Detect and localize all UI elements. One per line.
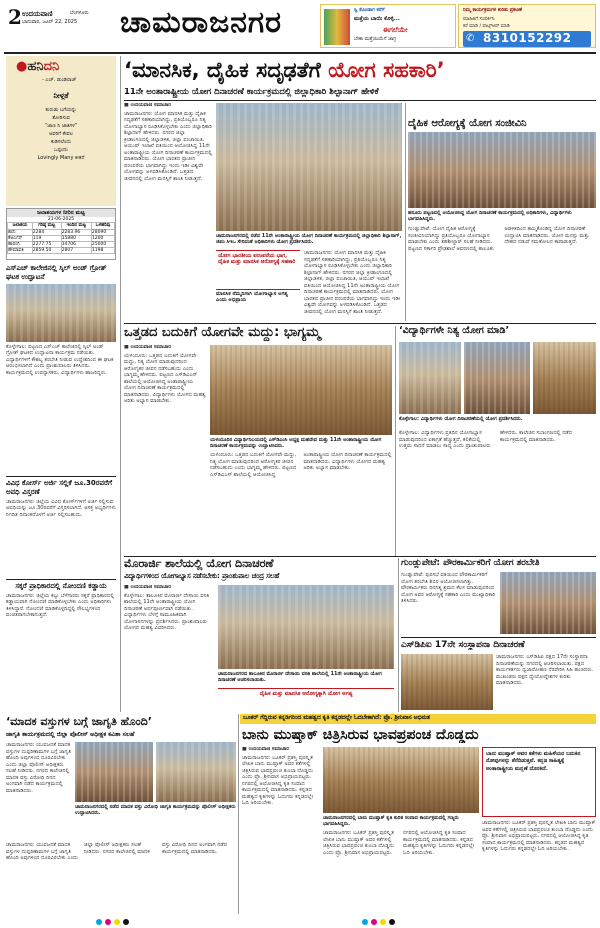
drugs-photo-1 [75, 742, 153, 802]
right-top-body: ಗುಂಡ್ಲುಪೇಟೆ: ಯೋಗ ದೈಹಿಕ ಆರೋಗ್ಯಕ್ಕೆ ಸಂಜೀವಿನಿಯಾಗಿದ್ದು ಪ್ರತಿಯೊಬ್ಬರೂ ಯೋಗಾಭ್ಯಾಸ ಮಾಡಬೇಕು ಎಂದು ತಹಶೀಲ್ದಾರ್ ಸಲಹೆ ನೀಡಿದರು. ಪಟ್ಟಣದ ಸರ್ಕಾರಿ ಪ್ರೌಢಶಾಲೆ ಆವರಣದಲ್ಲಿ ತಾಲೂಕು ಆಡಳಿತದಿಂದ ಹಮ್ಮಿಕೊಂಡಿದ್ದ ಯೋಗ ದಿನಾಚರಣೆ ಉದ್ಘಾಟಿಸಿ ಮಾತನಾಡಿದರು. ಯೋಗ ಮನಸ್ಸು ಮತ್ತು ದೇಹದ ನಡುವೆ ಸಮತೋಲನ ಕಾಪಾಡುತ್ತದೆ. [408, 226, 590, 252]
story-body: ಚಾಮರಾಜನಗರ: ಜಿಲ್ಲೆಯ ಕಬ್ಬು ಬೆಳೆಗಾರರು ಸಕ್ಕರೆ ಪ್ರಾಧಿಕಾರದಲ್ಲಿ ಕಡ್ಡಾಯವಾಗಿ ನೋಂದಣಿ ಮಾಡಿಕೊಳ್ಳಬೇಕು ಎಂದು ಅಧಿಕಾರಿಗಳು ತಿಳಿಸಿದ್ದಾರೆ. ನೋಂದಣಿ ಮಾಡಿಕೊಳ್ಳದಿದ್ದಲ್ಲಿ ಸೌಲಭ್ಯಗಳಿಂದ ವಂಚಿತರಾಗಬೇಕಾಗುತ್ತದೆ. [6, 592, 115, 619]
ad1-line4: ಬೇಕಾ ಮತ್ತೆಯಿಯೆಗೆ ಜಾಗ್ರ [354, 36, 397, 42]
banu-kicker: ಬೂಕರ್ ಗೆದ್ದಿರುವ ಕನ್ನಡಿಗರಿಂದ ಮಹತ್ವದ ಕೃತಿ ಕನ್ನಡದಲ್ಲೇ ಓದಬೇಕಾಗಿದೆ: ಪ್ರೊ. ಶ್ರೀನಿವಾಸ ಅಭಿಮತ [240, 714, 596, 724]
page-number: 2 [8, 5, 22, 29]
honey-voice-box [6, 56, 116, 206]
ad2-line2: ಮಾಹಿತಿಗೆ ಸಂಪರ್ಕಿಸಿ [463, 17, 495, 22]
mid-right-caption: ಕೊಳ್ಳೇಗಾಲ: ವಿದ್ಯಾರ್ಥಿಗಳು ಯೋಗ ದಿನಾಚರಣೆಯಲ್ಲಿ ಯೋಗ ಪ್ರದರ್ಶಿಸಿದರು. [399, 416, 523, 422]
morarji-body-a: ■ ಉದಯವಾಣಿ ಸಮಾಚಾರ ಕೊಳ್ಳೇಗಾಲ: ತಾಲೂಕಿನ ಮೊರಾರ್ಜಿ ದೇಸಾಯಿ ವಸತಿ ಶಾಲೆಯಲ್ಲಿ 11ನೇ ಅಂತಾರಾಷ್ಟ್ರೀಯ ಯೋಗ ದಿನಾಚರಣೆ ಅರ್ಥಪೂರ್ಣವಾಗಿ ನಡೆಯಿತು. ವಿದ್ಯಾರ್ಥಿಗಳು ಬೆಳಗ್ಗೆ ಸಾಮೂಹಿಕವಾಗಿ ಯೋಗಾಸನಗಳನ್ನು ಪ್ರದರ್ಶಿಸಿದರು. ಪ್ರಾಂಶುಪಾಲರು ಯೋಗದ ಮಹತ್ವ ವಿವರಿಸಿದರು. [124, 585, 214, 711]
lead-subhead: 11ನೇ ಅಂತಾರಾಷ್ಟ್ರೀಯ ಯೋಗ ದಿನಾಚರಣೆ ಕಾರ್ಯಕ್ರಮದಲ್ಲಿ ಜಿಲ್ಲಾಧಿಕಾರಿ ಶಿಲ್ಪಾನಾಗ್ ಹೇಳಿಕೆ [124, 88, 379, 97]
reservoir-table [6, 208, 116, 260]
gundlupet-body: ಗುಂಡ್ಲುಪೇಟೆ: ಪುರಸಭೆ ವತಿಯಿಂದ ಪೌರಕಾರ್ಮಿಕರಿಗೆ ಯೋಗ ತರಬೇತಿ ಶಿಬಿರ ಆಯೋಜಿಸಲಾಗಿತ್ತು. ಪೌರಕಾರ್ಮಿಕರು ದಿನನಿತ್ಯ ಶ್ರಮದ ಕೆಲಸ ಮಾಡುವುದರಿಂದ ಯೋಗ ಅವರ ಆರೋಗ್ಯಕ್ಕೆ ಸಹಕಾರಿ ಎಂದು ಮುಖ್ಯಾಧಿಕಾರಿ ತಿಳಿಸಿದರು. [401, 572, 496, 604]
mid-left-body-b: ಯಳಂದೂರು: ಒತ್ತಡದ ಬದುಕಿಗೆ ಯೋಗವೇ ಮದ್ದು, ನಿತ್ಯ ಯೋಗ ಮಾಡುವುದರಿಂದ ಆರೋಗ್ಯಕರ ಜೀವನ ನಡೆಸಬಹುದು ಎಂದು ಭಾಗ್ಯಮ್ಮ ಹೇಳಿದರು. ಪಟ್ಟಣದ ಎಸ್‌ಡಿವಿಎಸ್ ಶಾಲೆಯಲ್ಲಿ ಆಯೋಜಿಸಿದ್ದ ಅಂತಾರಾಷ್ಟ್ರೀಯ ಯೋಗ ದಿನಾಚರಣೆ ಕಾರ್ಯಕ್ರಮದಲ್ಲಿ ಮಾತನಾಡಿದರು. ವಿದ್ಯಾರ್ಥಿಗಳು ಯೋಗದ ಮಹತ್ವ ಅರಿತು ಅಭ್ಯಾಸ ಮಾಡಬೇಕು. [210, 452, 392, 478]
lead-headline: ‘ಮಾನಸಿಕ, ದೈಹಿಕ ಸದೃಢತೆಗೆ ಯೋಗ ಸಹಕಾರಿ’ [124, 58, 445, 82]
book-icon [324, 9, 350, 45]
registration-marks-right [362, 919, 395, 925]
column-logo: ●ಹನಿದನಿ [16, 59, 60, 74]
column-author: - ಎಚ್. ಡುಂಡಿರಾಜ್ [42, 77, 77, 83]
morarji-body: ಕೊಳ್ಳೇಗಾಲ: ತಾಲೂಕಿನ ಮೊರಾರ್ಜಿ ದೇಸಾಯಿ ವಸತಿ ಶಾಲೆಯಲ್ಲಿ 11ನೇ ಅಂತಾರಾಷ್ಟ್ರೀಯ ಯೋಗ ದಿನಾಚರಣೆ ಅರ್ಥಪೂರ್ಣವಾಗಿ ನಡೆಯಿತು. ವಿದ್ಯಾರ್ಥಿಗಳು ಬೆಳಗ್ಗೆ ಸಾಮೂಹಿಕವಾಗಿ ಯೋಗಾಸನಗಳನ್ನು ಪ್ರದರ್ಶಿಸಿದರು. ಪ್ರಾಂಶುಪಾಲರು ಯೋಗದ ಮಹತ್ವ ವಿವರಿಸಿದರು. [124, 592, 210, 632]
morarji-caption: ಚಾಮರಾಜನಗರದ ತಾಲೂಕಿನ ಮೊರಾರ್ಜಿ ದೇಸಾಯಿ ವಸತಿ ಶಾಲೆಯಲ್ಲಿ 11ನೇ ಅಂತಾರಾಷ್ಟ್ರೀಯ ಯೋಗ ದಿನಾಚರಣೆ ಆಚರಿಸಲಾಯಿತು. [218, 671, 382, 683]
ad1-line3: ಈಗಲೆಯೇ [383, 26, 408, 34]
sdpi-body: ಚಾಮರಾಜನಗರ: ಎಸ್‌ಡಿಪಿಐ ಪಕ್ಷದ 17ನೇ ಸಂಸ್ಥಾಪನಾ ದಿನಾಚರಣೆಯನ್ನು ನಗರದಲ್ಲಿ ಆಚರಿಸಲಾಯಿತು. ಪಕ್ಷದ ಕಾರ್ಯಕರ್ತರು ಧ್ವಜಾರೋಹಣ ನೆರವೇರಿಸಿ ಸಿಹಿ ಹಂಚಿದರು. ಮುಖಂಡರು ಪಕ್ಷದ ಧ್ಯೇಯೋದ್ದೇಶಗಳ ಕುರಿತು ಮಾತನಾಡಿದರು. [496, 654, 594, 686]
lead-body-col3: ಚಾಮರಾಜನಗರ: ಯೋಗ ಮಾನಸಿಕ ಮತ್ತು ದೈಹಿಕ ಸದೃಢತೆಗೆ ಸಹಕಾರಿಯಾಗಿದ್ದು, ಪ್ರತಿಯೊಬ್ಬರೂ ನಿತ್ಯ ಯೋಗಾಭ್ಯಾಸ ರೂಢಿಸಿಕೊಳ್ಳಬೇಕು ಎಂದು ಜಿಲ್ಲಾಧಿಕಾರಿ ಶಿಲ್ಪಾನಾಗ್ ಹೇಳಿದರು. ನಗರದ ಜಿಲ್ಲಾ ಕ್ರೀಡಾಂಗಣದಲ್ಲಿ ಜಿಲ್ಲಾಡಳಿತ, ಜಿಲ್ಲಾ ಪಂಚಾಯಿತಿ, ಆಯುಷ್ ಇಲಾಖೆ ವತಿಯಿಂದ ಆಯೋಜಿಸಿದ್ದ 11ನೇ ಅಂತಾರಾಷ್ಟ್ರೀಯ ಯೋಗ ದಿನಾಚರಣೆ ಕಾರ್ಯಕ್ರಮದಲ್ಲಿ ಮಾತನಾಡಿದರು. ಯೋಗ ಭಾರತದ ಪ್ರಾಚೀನ ಪರಂಪರೆಯ ಭಾಗವಾಗಿದ್ದು ಇಂದು ಇಡೀ ವಿಶ್ವವೇ ಯೋಗವನ್ನು ಅಳವಡಿಸಿಕೊಂಡಿದೆ. ಒತ್ತಡದ ಜೀವನದಲ್ಲಿ ಯೋಗ ಮನಸ್ಸಿಗೆ ಶಾಂತಿ ನೀಡುತ್ತದೆ. [304, 250, 401, 315]
lead-pullquote-2: ಮಾನಸಿಕ ನೆಮ್ಮದಿಗಾಗಿ ಯೋಗಾಭ್ಯಾಸ ಅಗತ್ಯ ಎಂದು ಅಭಿಪ್ರಾಯ [216, 291, 288, 303]
ad2-phone-number: 8310152292 [483, 31, 572, 45]
drugs-caption: ಚಾಮರಾಜನಗರದಲ್ಲಿ ನಡೆದ ಮಾದಕ ವಸ್ತು ವಿರೋಧಿ ಜಾಗೃತಿ ಕಾರ್ಯಕ್ರಮವನ್ನು ಪೊಲೀಸ್ ಅಧೀಕ್ಷಕರು ಉದ್ಘಾಟಿಸಿದರು. [75, 804, 236, 816]
morarji-subhead: ವಿದ್ಯಾರ್ಥಿಗಳಿಂದ ಯೋಗಾಭ್ಯಾಸ ನಡೆಸಬೇಕು: ಪ್ರಾಂಶುಪಾಲ ಚಂದ್ರ ಸಲಹೆ [124, 573, 280, 580]
right-top-headline: ದೈಹಿಕ ಆರೋಗ್ಯಕ್ಕೆ ಯೋಗ ಸಂಜೀವಿನಿ [408, 118, 527, 129]
morarji-photo [218, 585, 394, 669]
mid-left-headline: ಒತ್ತಡದ ಬದುಕಿಗೆ ಯೋಗವೇ ಮದ್ದು: ಭಾಗ್ಯಮ್ಮ [124, 326, 321, 340]
mid-right-headline: ‘ವಿದ್ಯಾರ್ಥಿಗಳೇ ನಿತ್ಯ ಯೋಗ ಮಾಡಿ’ [399, 326, 510, 336]
lead-pullquote: ಯೋಗ ಭಾರತೀಯ ಪರಂಪರೆಯ ಭಾಗ, ದೈಹಿಕ ಮತ್ತು ಮಾನಸಿಕ ಆರೋಗ್ಯಕ್ಕೆ ಸಹಕಾರಿ [216, 250, 300, 290]
top-ad-right [458, 4, 596, 48]
story-skill-unit [6, 264, 116, 474]
story-body: ಚಾಮರಾಜನಗರ: ಜಿಲ್ಲೆಯ ವಿವಿಧ ಕೋರ್ಸ್‌ಗಳಿಗೆ ಅರ್ಜಿ ಸಲ್ಲಿಸುವ ಅವಧಿಯನ್ನು ಜೂ.30ರವರೆಗೆ ವಿಸ್ತರಿಸಲಾಗಿದೆ. ಆಸಕ್ತ ಅಭ್ಯರ್ಥಿಗಳು ನಿಗದಿತ ದಿನಾಂಕದೊಳಗೆ ಅರ್ಜಿ ಸಲ್ಲಿಸಬಹುದು. [6, 498, 116, 518]
banu-headline: ಬಾನು ಮುಷ್ತಾಕ್ ಚಿತ್ರಿಸಿರುವ ಭಾವಪ್ರಪಂಚ ದೊಡ್ಡದು [242, 727, 479, 743]
story-body: ಕೊಳ್ಳೇಗಾಲ: ಪಟ್ಟಣದ ಎಸ್‌ಎಚ್ ಕಾಲೇಜಿನಲ್ಲಿ ಸ್ಕಿಲ್ ಅಂಡ್ ಗ್ರೋತ್ ಘಟಕದ ಉದ್ಘಾಟನಾ ಕಾರ್ಯಕ್ರಮ ನಡೆಯಿತು. ವಿದ್ಯಾರ್ಥಿಗಳಿಗೆ ಕೌಶಲ್ಯ ತರಬೇತಿ ನೀಡುವ ಉದ್ದೇಶದಿಂದ ಈ ಘಟಕ ಆರಂಭಿಸಲಾಗಿದೆ ಎಂದು ಪ್ರಾಂಶುಪಾಲರು ತಿಳಿಸಿದರು. ಕಾರ್ಯಕ್ರಮದಲ್ಲಿ ಉಪನ್ಯಾಸಕರು, ವಿದ್ಯಾರ್ಥಿಗಳು ಹಾಜರಿದ್ದರು. [6, 343, 114, 376]
story-photo [6, 284, 116, 342]
edition-label: ಬೆಂಗಳೂರು [70, 10, 89, 16]
morarji-pullquote: ದೈಹಿಕ ಮತ್ತು ಮಾನಸಿಕ ಆರೋಗ್ಯಕ್ಕಾಗಿ ಯೋಗ ಅಗತ್ಯ [218, 688, 394, 710]
lead-body: ಚಾಮರಾಜನಗರ: ಯೋಗ ಮಾನಸಿಕ ಮತ್ತು ದೈಹಿಕ ಸದೃಢತೆಗೆ ಸಹಕಾರಿಯಾಗಿದ್ದು, ಪ್ರತಿಯೊಬ್ಬರೂ ನಿತ್ಯ ಯೋಗಾಭ್ಯಾಸ ರೂಢಿಸಿಕೊಳ್ಳಬೇಕು ಎಂದು ಜಿಲ್ಲಾಧಿಕಾರಿ ಶಿಲ್ಪಾನಾಗ್ ಹೇಳಿದರು. ನಗರದ ಜಿಲ್ಲಾ ಕ್ರೀಡಾಂಗಣದಲ್ಲಿ ಜಿಲ್ಲಾಡಳಿತ, ಜಿಲ್ಲಾ ಪಂಚಾಯಿತಿ, ಆಯುಷ್ ಇಲಾಖೆ ವತಿಯಿಂದ ಆಯೋಜಿಸಿದ್ದ 11ನೇ ಅಂತಾರಾಷ್ಟ್ರೀಯ ಯೋಗ ದಿನಾಚರಣೆ ಕಾರ್ಯಕ್ರಮದಲ್ಲಿ ಮಾತನಾಡಿದರು. ಯೋಗ ಭಾರತದ ಪ್ರಾಚೀನ ಪರಂಪರೆಯ ಭಾಗವಾಗಿದ್ದು ಇಂದು ಇಡೀ ವಿಶ್ವವೇ ಯೋಗವನ್ನು ಅಳವಡಿಸಿಕೊಂಡಿದೆ. ಒತ್ತಡದ ಜೀವನದಲ್ಲಿ ಯೋಗ ಮನಸ್ಸಿಗೆ ಶಾಂತಿ ನೀಡುತ್ತದೆ. [124, 110, 212, 182]
morarji-headline: ಮೊರಾರ್ಜಿ ಶಾಲೆಯಲ್ಲಿ ಯೋಗ ದಿನಾಚರಣೆ [124, 558, 274, 570]
banu-body-b: ಚಾಮರಾಜನಗರ: ಬೂಕರ್ ಪ್ರಶಸ್ತಿ ಪುರಸ್ಕೃತ ಲೇಖಕಿ ಬಾನು ಮುಷ್ತಾಕ್ ಅವರ ಕತೆಗಳಲ್ಲಿ ಚಿತ್ರಿಸಿರುವ ಭಾವಪ್ರಪಂಚ ತುಂಬಾ ದೊಡ್ಡದು ಎಂದು ಪ್ರೊ. ಶ್ರೀನಿವಾಸ ಅಭಿಪ್ರಾಯಪಟ್ಟರು. ನಗರದಲ್ಲಿ ಆಯೋಜಿಸಿದ್ದ ಕೃತಿ ಸಂವಾದ ಕಾರ್ಯಕ್ರಮದಲ್ಲಿ ಮಾತನಾಡಿದರು. ಕನ್ನಡದ ಮಹತ್ವದ ಕೃತಿಗಳನ್ನು ಓದುಗರು ಕನ್ನಡದಲ್ಲೇ ಓದಿ ಅರಿಯಬೇಕು. [323, 830, 475, 856]
story-headline: ಎಸ್‌ಎಚ್ ಕಾಲೇಜಿನಲ್ಲಿ ಸ್ಕಿಲ್ ಅಂಡ್ ಗ್ರೋತ್ ಘಟಕ ಉದ್ಘಾಟನೆ [6, 264, 107, 281]
drugs-body-b: ಚಾಮರಾಜನಗರ: ಯುವಜನತೆ ಮಾದಕ ವಸ್ತುಗಳ ದುಷ್ಪರಿಣಾಮಗಳ ಬಗ್ಗೆ ಜಾಗೃತಿ ಹೊಂದಿ ಅವುಗಳಿಂದ ದೂರವಿರಬೇಕು ಎಂದು ಜಿಲ್ಲಾ ಪೊಲೀಸ್ ಅಧೀಕ್ಷಕರು ಸಲಹೆ ನೀಡಿದರು. ನಗರದ ಕಾಲೇಜಿನಲ್ಲಿ ಮಾದಕ ವಸ್ತು ವಿರೋಧಿ ದಿನದ ಅಂಗವಾಗಿ ನಡೆದ ಕಾರ್ಯಕ್ರಮದಲ್ಲಿ ಮಾತನಾಡಿದರು. [6, 842, 228, 861]
sdpi-headline: ಎಸ್‌ಡಿಪಿಐ 17ನೇ ಸಂಸ್ಥಾಪನಾ ದಿನಾಚರಣೆ [401, 640, 525, 650]
ad2-phone-label: ಕರೆ ಮಾಡಿ / ವಾಟ್ಸ್ಆಪ್ ಮಾಡಿ [463, 24, 510, 29]
sdpi-photo [401, 654, 493, 710]
banu-boxed-quote: ಬಾನು ಮುಷ್ತಾಕ್ ಅವರ ಕತೆಗಳು ಮಹಿಳೆಯರ ಬದುಕಿನ ನೋವುಗಳನ್ನು ತೆರೆದಿಡುತ್ತವೆ. ಕನ್ನಡ ಸಾಹಿತ್ಯಕ್ಕೆ ಅಂತಾರಾಷ್ಟ್ರೀಯ ಮನ್ನಣೆ ದೊರಕಿದೆ. [482, 747, 596, 817]
drugs-body-a: ಚಾಮರಾಜನಗರ: ಯುವಜನತೆ ಮಾದಕ ವಸ್ತುಗಳ ದುಷ್ಪರಿಣಾಮಗಳ ಬಗ್ಗೆ ಜಾಗೃತಿ ಹೊಂದಿ ಅವುಗಳಿಂದ ದೂರವಿರಬೇಕು ಎಂದು ಜಿಲ್ಲಾ ಪೊಲೀಸ್ ಅಧೀಕ್ಷಕರು ಸಲಹೆ ನೀಡಿದರು. ನಗರದ ಕಾಲೇಜಿನಲ್ಲಿ ಮಾದಕ ವಸ್ತು ವಿರೋಧಿ ದಿನದ ಅಂಗವಾಗಿ ನಡೆದ ಕಾರ್ಯಕ್ರಮದಲ್ಲಿ ಮಾತನಾಡಿದರು. [6, 742, 72, 794]
ad2-line1: ನಿಮ್ಮ ಕಾರ್ಯಕ್ರಮಗಳ ಕುರಿತು ಪ್ರಕಟಣೆ [463, 8, 522, 13]
story-sugar-authority [6, 582, 116, 712]
lead-photo-caption: ಚಾಮರಾಜನಗರದಲ್ಲಿ ನಡೆದ 11ನೇ ಅಂತಾರಾಷ್ಟ್ರೀಯ ಯೋಗ ದಿನಾಚರಣೆ ಕಾರ್ಯಕ್ರಮದಲ್ಲಿ ಜಿಲ್ಲಾಧಿಕಾರಿ ಶಿಲ್ಪಾನಾಗ್, ಜಿಪಂ ಸಿಇಒ ಸೇರಿದಂತೆ ಅಧಿಕಾರಿಗಳು ಯೋಗ ಪ್ರದರ್ಶಿಸಿದರು. [216, 233, 402, 245]
mid-left-body-a: ■ ಉದಯವಾಣಿ ಸಮಾಚಾರ ಯಳಂದೂರು: ಒತ್ತಡದ ಬದುಕಿಗೆ ಯೋಗವೇ ಮದ್ದು, ನಿತ್ಯ ಯೋಗ ಮಾಡುವುದರಿಂದ ಆರೋಗ್ಯಕರ ಜೀವನ ನಡೆಸಬಹುದು ಎಂದು ಭಾಗ್ಯಮ್ಮ ಹೇಳಿದರು. ಪಟ್ಟಣದ ಎಸ್‌ಡಿವಿಎಸ್ ಶಾಲೆಯಲ್ಲಿ ಆಯೋಜಿಸಿದ್ದ ಅಂತಾರಾಷ್ಟ್ರೀಯ ಯೋಗ ದಿನಾಚರಣೆ ಕಾರ್ಯಕ್ರಮದಲ್ಲಿ ಮಾತನಾಡಿದರು. ವಿದ್ಯಾರ್ಥಿಗಳು ಯೋಗದ ಮಹತ್ವ ಅರಿತು ಅಭ್ಯಾಸ ಮಾಡಬೇಕು. [124, 345, 206, 405]
lead-headline-accent: ಯೋಗ ಸಹಕಾರಿ’ [328, 58, 445, 82]
mid-left-body: ಯಳಂದೂರು: ಒತ್ತಡದ ಬದುಕಿಗೆ ಯೋಗವೇ ಮದ್ದು, ನಿತ್ಯ ಯೋಗ ಮಾಡುವುದರಿಂದ ಆರೋಗ್ಯಕರ ಜೀವನ ನಡೆಸಬಹುದು ಎಂದು ಭಾಗ್ಯಮ್ಮ ಹೇಳಿದರು. ಪಟ್ಟಣದ ಎಸ್‌ಡಿವಿಎಸ್ ಶಾಲೆಯಲ್ಲಿ ಆಯೋಜಿಸಿದ್ದ ಅಂತಾರಾಷ್ಟ್ರೀಯ ಯೋಗ ದಿನಾಚರಣೆ ಕಾರ್ಯಕ್ರಮದಲ್ಲಿ ಮಾತನಾಡಿದರು. ವಿದ್ಯಾರ್ಥಿಗಳು ಯೋಗದ ಮಹತ್ವ ಅರಿತು ಅಭ್ಯಾಸ ಮಾಡಬೇಕು. [124, 352, 206, 405]
table-date: 21-06-2025 [47, 217, 75, 223]
banu-body-a: ■ ಉದಯವಾಣಿ ಸಮಾಚಾರ ಚಾಮರಾಜನಗರ: ಬೂಕರ್ ಪ್ರಶಸ್ತಿ ಪುರಸ್ಕೃತ ಲೇಖಕಿ ಬಾನು ಮುಷ್ತಾಕ್ ಅವರ ಕತೆಗಳಲ್ಲಿ ಚಿತ್ರಿಸಿರುವ ಭಾವಪ್ರಪಂಚ ತುಂಬಾ ದೊಡ್ಡದು ಎಂದು ಪ್ರೊ. ಶ್ರೀನಿವಾಸ ಅಭಿಪ್ರಾಯಪಟ್ಟರು. ನಗರದಲ್ಲಿ ಆಯೋಜಿಸಿದ್ದ ಕೃತಿ ಸಂವಾದ ಕಾರ್ಯಕ್ರಮದಲ್ಲಿ ಮಾತನಾಡಿದರು. ಕನ್ನಡದ ಮಹತ್ವದ ಕೃತಿಗಳನ್ನು ಓದುಗರು ಕನ್ನಡದಲ್ಲೇ ಓದಿ ಅರಿಯಬೇಕು. [242, 747, 320, 913]
right-top-photo [408, 132, 596, 208]
story-headline: ಸಕ್ಕರೆ ಪ್ರಾಧಿಕಾರದಲ್ಲಿ ನೋಂದಣಿ ಕಡ್ಡಾಯ [15, 582, 107, 590]
banu-body-c: ಚಾಮರಾಜನಗರ: ಬೂಕರ್ ಪ್ರಶಸ್ತಿ ಪುರಸ್ಕೃತ ಲೇಖಕಿ ಬಾನು ಮುಷ್ತಾಕ್ ಅವರ ಕತೆಗಳಲ್ಲಿ ಚಿತ್ರಿಸಿರುವ ಭಾವಪ್ರಪಂಚ ತುಂಬಾ ದೊಡ್ಡದು ಎಂದು ಪ್ರೊ. ಶ್ರೀನಿವಾಸ ಅಭಿಪ್ರಾಯಪಟ್ಟರು. ನಗರದಲ್ಲಿ ಆಯೋಜಿಸಿದ್ದ ಕೃತಿ ಸಂವಾದ ಕಾರ್ಯಕ್ರಮದಲ್ಲಿ ಮಾತನಾಡಿದರು. ಕನ್ನಡದ ಮಹತ್ವದ ಕೃತಿಗಳನ್ನು ಓದುಗರು ಕನ್ನಡದಲ್ಲೇ ಓದಿ ಅರಿಯಬೇಕು. [482, 820, 596, 852]
table-row: ಹೇಮಾವತಿ 2859.50 2807 1198 [8, 248, 115, 254]
poem-body: ಕುರುಡು ಬಗೆಯನ್ನು ತೋರಿಸುವ “ಜಾಣ ನಿ ಜಾತಿಗಳ” ಅವರಿಗೆ ಕೇವಲ ಕುಡಿಸಲೆಂದು ಒಪ್ಪಂದು Lovingly Many ಕೀತನೆ [37, 107, 85, 161]
issue-date: ಭಾನುವಾರ, ಜೂನ್ 22, 2025 [22, 19, 78, 25]
ad1-line2: ಮತ್ತೆಯ ಬಾಯಿ ಕೊಳ್ಳಿ... [354, 16, 400, 22]
table-header-row: ಜಲಾಶಯ ಗರಿಷ್ಠ ಮಟ್ಟ ಇಂದಿನ ಮಟ್ಟ ಒಳಹರಿವು [8, 223, 115, 229]
mid-right-photo-3 [533, 342, 596, 414]
table-title: ಜಲಾಶಯಗಳ ನೀರಿನ ಮಟ್ಟ [7, 209, 115, 217]
gundlupet-photo [500, 572, 596, 634]
top-ad-left [320, 4, 456, 48]
lead-photo [216, 103, 402, 231]
banu-caption: ಚಾಮರಾಜನಗರದಲ್ಲಿ ಬಾನು ಮುಷ್ತಾಕ್ ಕೃತಿ ಕುರಿತ ಸಂವಾದ ಕಾರ್ಯಕ್ರಮದಲ್ಲಿ ಗಣ್ಯರು ಭಾಗವಹಿಸಿದ್ದರು. [323, 815, 459, 827]
ad1-line1: ಸ್ವಿ ಕೊಂಡಾಗ ಕರೆಗೆ [354, 7, 385, 13]
masthead [8, 6, 120, 50]
lead-body-col1 [124, 103, 212, 321]
data-table [7, 222, 115, 254]
lead-byline: ■ ಉದಯವಾಣಿ ಸಮಾಚಾರ [124, 103, 171, 108]
registration-marks-left [96, 919, 129, 925]
ad2-phone-box [463, 31, 591, 47]
mid-left-photo [210, 345, 392, 435]
table-row: ಕೆಆರ್ಎಸ್ 119 15880 1200 [8, 235, 115, 241]
table-row: ಹಾರಂಗಿ 2277.75 14706 25000 [8, 242, 115, 248]
drugs-headline: ‘ಮಾದಕ ವಸ್ತುಗಳ ಬಗ್ಗೆ ಜಾಗೃತಿ ಹೊಂದಿ’ [6, 716, 152, 728]
phone-icon: ✆ [466, 33, 475, 44]
drugs-photo-2 [156, 742, 236, 802]
paper-name: ಉದಯವಾಣಿ [22, 10, 53, 18]
right-top-caption: ಹನೂರು ಪಟ್ಟಣದಲ್ಲಿ ಆಯೋಜಿಸಿದ್ದ ಯೋಗ ದಿನಾಚರಣೆ ಕಾರ್ಯಕ್ರಮದಲ್ಲಿ ಅಧಿಕಾರಿಗಳು, ವಿದ್ಯಾರ್ಥಿಗಳು ಭಾಗವಹಿಸಿದ್ದರು. [408, 210, 572, 222]
drugs-subhead: ಜಾಗೃತಿ ಕಾರ್ಯಕ್ರಮದಲ್ಲಿ ಜಿಲ್ಲಾ ಪೊಲೀಸ್ ಅಧೀಕ್ಷಕ ಕವಿತಾ ಸಲಹೆ [6, 731, 135, 738]
table-row: ಕಬಿನಿ 2284 2283.96 28090 [8, 229, 115, 235]
banu-body: ಚಾಮರಾಜನಗರ: ಬೂಕರ್ ಪ್ರಶಸ್ತಿ ಪುರಸ್ಕೃತ ಲೇಖಕಿ ಬಾನು ಮುಷ್ತಾಕ್ ಅವರ ಕತೆಗಳಲ್ಲಿ ಚಿತ್ರಿಸಿರುವ ಭಾವಪ್ರಪಂಚ ತುಂಬಾ ದೊಡ್ಡದು ಎಂದು ಪ್ರೊ. ಶ್ರೀನಿವಾಸ ಅಭಿಪ್ರಾಯಪಟ್ಟರು. ನಗರದಲ್ಲಿ ಆಯೋಜಿಸಿದ್ದ ಕೃತಿ ಸಂವಾದ ಕಾರ್ಯಕ್ರಮದಲ್ಲಿ ಮಾತನಾಡಿದರು. ಕನ್ನಡದ ಮಹತ್ವದ ಕೃತಿಗಳನ್ನು ಓದುಗರು ಕನ್ನಡದಲ್ಲೇ ಓದಿ ಅರಿಯಬೇಕು. [242, 754, 314, 807]
section-title: ಚಾಮರಾಜನಗರ [120, 5, 283, 40]
story-course-deadline [6, 479, 116, 577]
mid-right-photo-1 [399, 342, 461, 414]
mid-left-caption: ಯಳಂದೂರಿನ ವಿದ್ಯಾರ್ಥಿನಿಲಯದಲ್ಲಿ ಎಸ್‌ಡಿಎಂಸಿ ಅಧ್ಯಕ್ಷ ಮಹದೇವ ಮತ್ತು 11ನೇ ಅಂತಾರಾಷ್ಟ್ರೀಯ ಯೋಗ ದಿನಾಚರಣೆ ಕಾರ್ಯಕ್ರಮವನ್ನು ಉದ್ಘಾಟಿಸಿದರು. [210, 437, 382, 449]
banu-photo [323, 747, 479, 813]
mid-right-body: ಕೊಳ್ಳೇಗಾಲ: ವಿದ್ಯಾರ್ಥಿಗಳು ಪ್ರತಿದಿನ ಯೋಗಾಭ್ಯಾಸ ಮಾಡುವುದರಿಂದ ಏಕಾಗ್ರತೆ ಹೆಚ್ಚುತ್ತದೆ, ಕಲಿಕೆಯಲ್ಲಿ ಉತ್ತಮ ಸಾಧನೆ ಮಾಡಲು ಸಾಧ್ಯ ಎಂದು ಪ್ರಾಂಶುಪಾಲರು ಹೇಳಿದರು. ಕಾಲೇಜಿನ ಸಭಾಂಗಣದಲ್ಲಿ ನಡೆದ ಕಾರ್ಯಕ್ರಮದಲ್ಲಿ ಮಾತನಾಡಿದರು. [399, 430, 572, 449]
drop-icon: ● [16, 59, 28, 74]
mid-right-photo-2 [464, 342, 530, 414]
poem-title: ನೀಳ್ಗತೆ [53, 91, 69, 100]
gundlupet-headline: ಗುಂಡ್ಲುಪೇಟೆ: ಪೌರಕಾರ್ಮಿಕರಿಗೆ ಯೋಗ ತರಬೇತಿ [401, 558, 540, 568]
story-headline: ವಿವಿಧ ಕೋರ್ಸ್ ಅರ್ಜಿ ಸಲ್ಲಿಕೆ ಜೂ.30ರವರೆಗೆ ಅವಧಿ ವಿಸ್ತರಣೆ [6, 479, 113, 496]
